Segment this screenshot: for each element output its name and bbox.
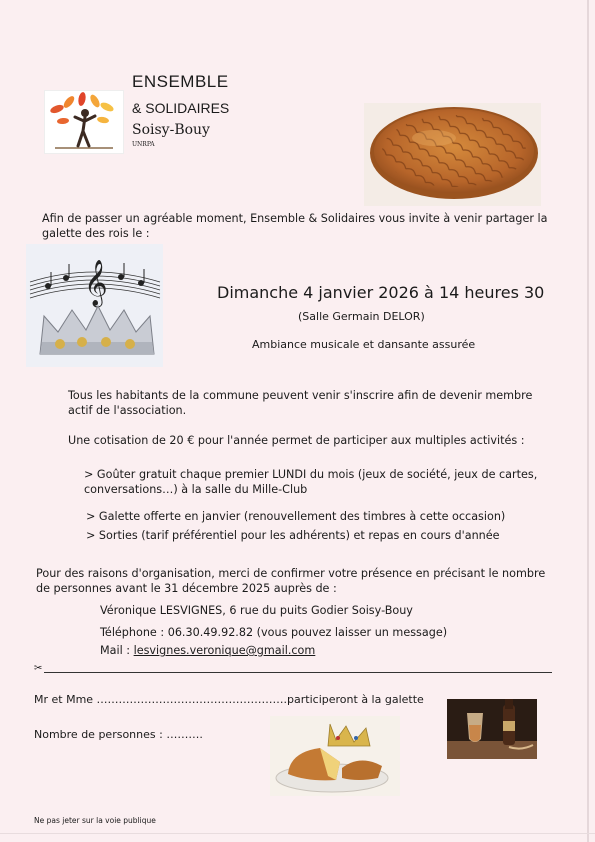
cider-photo	[447, 699, 537, 759]
association-logo	[44, 90, 124, 154]
activity-item: > Goûter gratuit chaque premier LUNDI du mois (jeux de société, jeux de cartes, conversations…) à la salle du Mille-Club	[84, 468, 538, 496]
membership-text: Tous les habitants de la commune peuvent venir s'inscrire afin de devenir membre actif de l'association.	[68, 389, 533, 417]
cut-line	[44, 672, 552, 673]
event-date: Dimanche 4 janvier 2026 à 14 heures 30	[217, 283, 545, 302]
rsvp-text: Pour des raisons d'organisation, merci de confirmer votre présence en précisant le nombre de personnes avant le 31 décembre 2025 auprès de :	[36, 567, 546, 595]
scissors-icon: ✂	[34, 663, 43, 674]
form-names-line: Mr et Mme …………………………………………….participeront à la galette	[34, 693, 424, 706]
contact-mail	[100, 643, 315, 658]
mail-link[interactable]: lesvignes.veronique@gmail.com	[133, 644, 316, 657]
intro-text: Afin de passer un agréable moment, Ensemble & Solidaires vous invite à venir partager la galette des rois le :	[42, 212, 548, 240]
activity-item: > Galette offerte en janvier (renouvellement des timbres à cette occasion)	[86, 510, 506, 523]
page-edge-bottom	[0, 833, 595, 834]
organization-town: Soisy-Bouy	[132, 122, 210, 138]
galette-photo	[364, 103, 541, 206]
organization-name: ENSEMBLE	[132, 72, 229, 91]
music-crown-image	[26, 244, 163, 367]
form-count-line: Nombre de personnes : ……….	[34, 728, 203, 741]
page-edge-right	[587, 0, 589, 842]
organization-affiliation: UNRPA	[132, 141, 155, 148]
svg-text:𝄞: 𝄞	[84, 260, 108, 306]
contact-phone: Téléphone : 06.30.49.92.82 (vous pouvez laisser un message)	[100, 626, 448, 639]
galette-crown-photo	[270, 716, 400, 796]
membership-fee-text: Une cotisation de 20 € pour l'année permet de participer aux multiples activités :	[68, 434, 525, 447]
footer-note: Ne pas jeter sur la voie publique	[34, 816, 156, 825]
activity-item: > Sorties (tarif préférentiel pour les adhérents) et repas en cours d'année	[86, 529, 500, 542]
contact-name: Véronique LESVIGNES, 6 rue du puits Godier Soisy-Bouy	[100, 604, 413, 617]
mail-label: Mail :	[100, 644, 134, 657]
event-ambiance: Ambiance musicale et dansante assurée	[252, 338, 476, 351]
organization-subtitle: & SOLIDAIRES	[132, 100, 230, 116]
event-place: (Salle Germain DELOR)	[298, 310, 425, 323]
